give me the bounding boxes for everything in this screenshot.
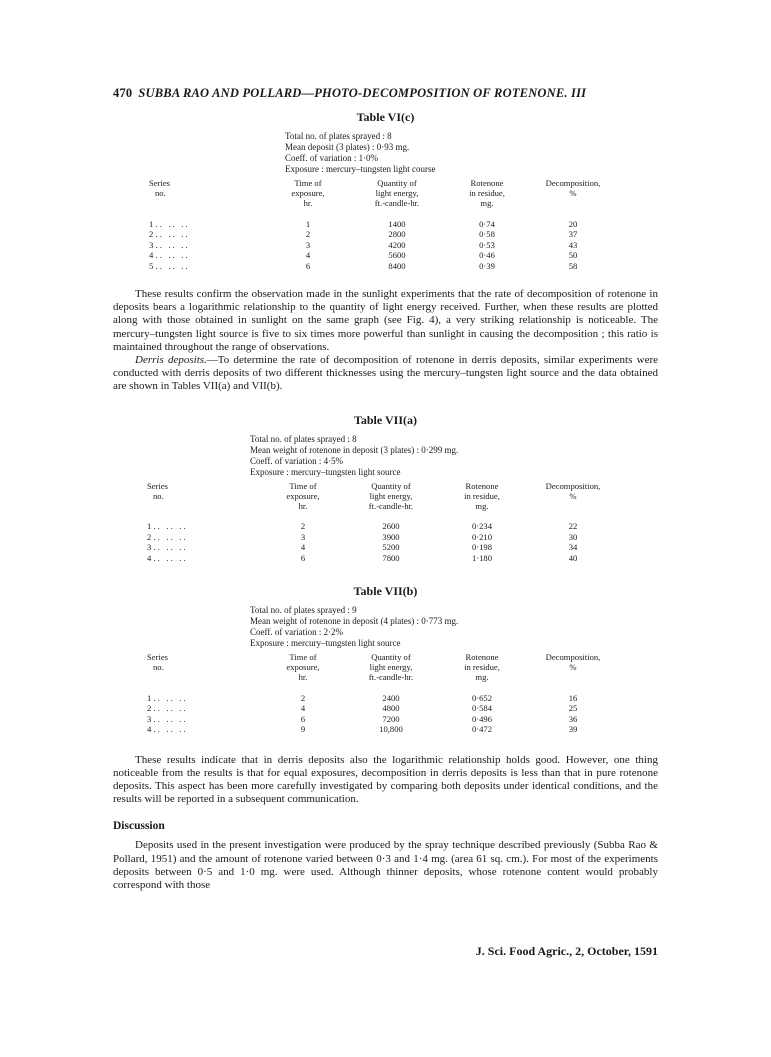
column-header: Time of exposure, hr.: [286, 480, 320, 511]
column-header: Series no.: [147, 652, 169, 673]
paragraph: Deposits used in the present investigation were produced by the spray technique described previously (Subba Rao & Pollard, 1951) and the amount of rotenone varied between 0·3 and 1·4 mg. (area 61 sq. cm.). For most of the experiments deposits between 0·5 and 1·0 mg. were used. Although thinner deposits, whose rotenone content would probably correspond with those: [113, 839, 658, 892]
table-row: 1 . . . . . . 1 1400 0·74 20: [149, 218, 578, 229]
column-header: Quantity of light energy, ft.-candle-hr.: [368, 480, 414, 511]
meta-line: Total no. of plates sprayed : 8: [285, 131, 392, 141]
table-vic-title: Table VI(c): [356, 110, 415, 124]
meta-line: Exposure : mercury–tungsten light course: [285, 164, 436, 174]
table-vic: [149, 178, 619, 271]
column-header: Rotenone in residue, mg.: [469, 178, 505, 208]
running-title: SUBBA RAO AND POLLARD—PHOTO-DECOMPOSITION OF ROTENONE. III: [138, 86, 587, 100]
column-header: Time of exposure, hr.: [286, 652, 320, 683]
table-viia-block: [113, 413, 658, 564]
meta-line: Coeff. of variation : 4·5%: [250, 455, 344, 466]
table-row: 3 . . . . . . 6 7200 0·496 36: [147, 713, 578, 724]
paragraph: These results indicate that in derris deposits also the logarithmic relationship holds good. However, one thing noticeable from the results is that for equal exposures, decomposition in derris deposits is less than that in pure rotenone deposits. This aspect has been more carefully investigated by comparing both deposits under identical conditions, and the results will be reported in a subsequent communication.: [113, 753, 658, 806]
table-header: [147, 652, 623, 682]
meta-line: Total no. of plates sprayed : 9: [250, 605, 357, 616]
meta-line: Mean weight of rotenone in deposit (4 plates) : 0·773 mg.: [250, 616, 459, 627]
table-viia: [147, 481, 623, 564]
table-row: 2 . . . . . . 3 3900 0·210 30: [147, 531, 578, 542]
table-row: 1 . . . . . . 2 2400 0·652 16: [147, 692, 578, 703]
meta-line: Exposure : mercury–tungsten light source: [250, 466, 401, 477]
journal-footer: J. Sci. Food Agric., 2, October, 1591: [475, 944, 658, 958]
paragraph-lead: Derris deposits.: [135, 354, 207, 367]
page: [113, 86, 658, 892]
meta-line: Coeff. of variation : 1·0%: [285, 153, 379, 163]
column-header: Time of exposure, hr.: [291, 178, 325, 208]
paragraph: These results confirm the observation made in the sunlight experiments that the rate of decomposition of rotenone in deposits bears a logarithmic relationship to the quantity of light energy received. Further, when these results are plotted along with those obtained in sunlight on the same graph (see Fig. 4), a very striking relationship is noticeable. The mercury–tungsten light source is five to six times more powerful than sunlight in causing the decomposition ; this ratio is maintained throughout the range of observations.: [113, 288, 658, 353]
table-viia-title: Table VII(a): [353, 412, 418, 427]
table-vic-block: [113, 110, 658, 271]
table-viib-title: Table VII(b): [353, 584, 418, 599]
table-row: 3 . . . . . . 3 4200 0·53 43: [149, 239, 578, 250]
section-heading: Discussion: [113, 820, 165, 833]
column-header: Rotenone in residue, mg.: [464, 480, 500, 511]
paragraph-text: —To determine the rate of decomposition of rotenone in derris deposits, similar experiments were conducted with derris deposits of two different thicknesses using the mercury–tungsten light source and the data obtained are shown in Tables VII(a) and VII(b).: [113, 354, 658, 393]
column-header: Decomposition, %: [545, 652, 601, 673]
table-row: 2 . . . . . . 2 2800 0·58 37: [149, 229, 578, 240]
table-row: 1 . . . . . . 2 2600 0·234 22: [147, 521, 578, 532]
table-row: 3 . . . . . . 4 5200 0·198 34: [147, 542, 578, 553]
table-header: [149, 178, 619, 208]
table-header: [147, 481, 623, 511]
table-row: 5 . . . . . . 6 8400 0·39 58: [149, 260, 578, 271]
table-viib-meta: [250, 605, 658, 649]
table-viib-block: [113, 584, 658, 735]
paragraph: [113, 354, 658, 394]
column-header: Decomposition, %: [545, 480, 601, 501]
meta-line: Mean weight of rotenone in deposit (3 plates) : 0·299 mg.: [250, 444, 459, 455]
column-header: Quantity of light energy, ft.-candle-hr.: [374, 178, 420, 208]
table-viib: [147, 652, 623, 735]
running-header: [113, 86, 658, 101]
page-number: 470: [113, 86, 133, 100]
column-header: Series no.: [149, 178, 171, 198]
column-header: Quantity of light energy, ft.-candle-hr.: [368, 652, 414, 683]
table-row: 4 . . . . . . 9 10,800 0·472 39: [147, 724, 578, 735]
table-vic-meta: [285, 131, 658, 175]
meta-line: Mean deposit (3 plates) : 0·93 mg.: [285, 142, 410, 152]
column-header: Series no.: [147, 480, 169, 501]
column-header: Rotenone in residue, mg.: [464, 652, 500, 683]
table-viia-meta: [250, 434, 658, 478]
meta-line: Coeff. of variation : 2·2%: [250, 627, 344, 638]
table-row: 4 . . . . . . 6 7800 1·180 40: [147, 552, 578, 563]
table-row: 4 . . . . . . 4 5600 0·46 50: [149, 250, 578, 261]
table-row: 2 . . . . . . 4 4800 0·584 25: [147, 703, 578, 714]
meta-line: Exposure : mercury–tungsten light source: [250, 638, 401, 649]
column-header: Decomposition, %: [545, 178, 601, 198]
meta-line: Total no. of plates sprayed : 8: [250, 433, 357, 444]
